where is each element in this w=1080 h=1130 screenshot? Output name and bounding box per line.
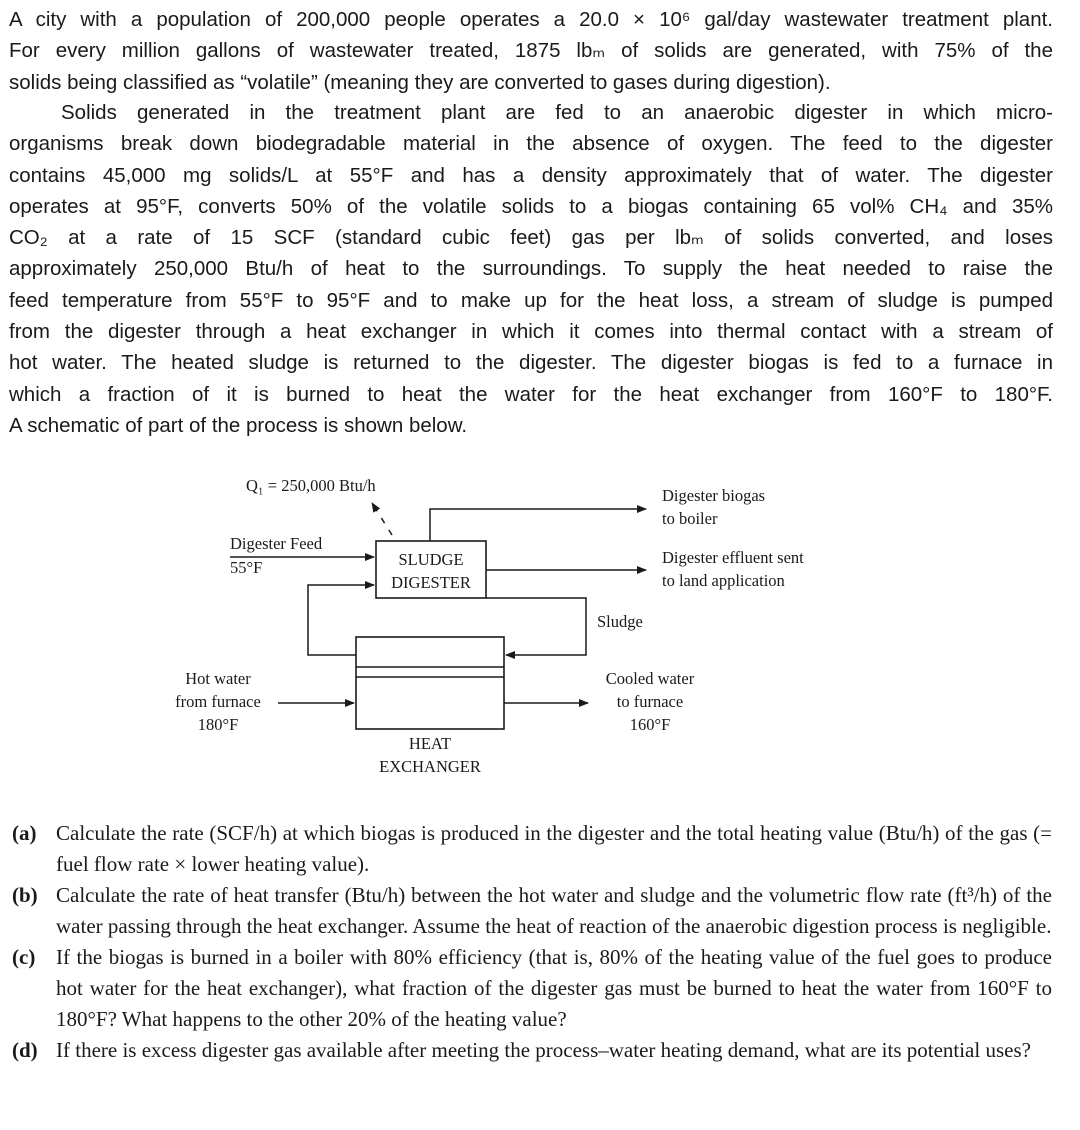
heat-loss-arrow xyxy=(372,503,392,535)
intro-p2-line: contains 45,000 mg solids/L at 55°F and has a density approximately that of water. The digester xyxy=(9,163,1053,187)
cooled-water-label-line2: to furnace xyxy=(616,692,684,711)
hx-label-line1: HEAT xyxy=(408,734,452,753)
intro-p2-line: A schematic of part of the process is shown below. xyxy=(9,413,468,437)
process-schematic xyxy=(150,465,850,785)
hot-water-label-line1: Hot water xyxy=(185,669,251,688)
question-list xyxy=(12,818,1052,1066)
hot-water-label-line2: from furnace xyxy=(175,692,261,711)
digester-label-line2: DIGESTER xyxy=(391,573,471,592)
intro-p2-line: which a fraction of it is burned to heat the water for the heat exchanger from 160°F to 180°F. xyxy=(9,382,1053,406)
intro-p2-line: hot water. The heated sludge is returned to the digester. The digester biogas is fed to a furnace in xyxy=(9,351,1053,375)
intro-paragraph-2 xyxy=(9,97,1053,441)
digester-label-line1: SLUDGE xyxy=(398,550,464,569)
intro-p2-line: CO₂ at a rate of 15 SCF (standard cubic feet) gas per lbₘ of solids converted, and loses xyxy=(9,226,1053,250)
question-text: If the biogas is burned in a boiler with 80% efficiency (that is, 80% of the heating value of the fuel goes to produce hot water for the heat exchanger), what fraction of the digester gas must be burned to heat the water from 160°F to 180°F? What happens to the other 20% of the heating value? xyxy=(56,945,1052,1031)
question-item xyxy=(12,942,1052,1035)
intro-p1-line: For every million gallons of wastewater treated, 1875 lbₘ of solids are generated, with 75% of the xyxy=(9,39,1053,63)
biogas-arrow xyxy=(430,509,646,541)
biogas-label-line2: to boiler xyxy=(662,509,718,528)
intro-p1-line: solids being classified as “volatile” (meaning they are converted to gases during digestion). xyxy=(9,70,831,94)
effluent-label-line2: to land application xyxy=(662,571,785,590)
question-text: Calculate the rate (SCF/h) at which biogas is produced in the digester and the total heating value (Btu/h) of the gas (= fuel flow rate × lower heating value). xyxy=(56,821,1052,876)
feed-temp-label: 55°F xyxy=(230,558,263,577)
intro-p2-line: approximately 250,000 Btu/h of heat to the surroundings. To supply the heat needed to raise the xyxy=(9,257,1053,281)
question-item xyxy=(12,880,1052,942)
intro-paragraph-1 xyxy=(9,4,1053,98)
intro-p2-line: feed temperature from 55°F to 95°F and to make up for the heat loss, a stream of sludge is pumped xyxy=(9,288,1053,312)
cooled-water-label-line1: Cooled water xyxy=(605,669,695,688)
intro-p2-line: operates at 95°F, converts 50% of the volatile solids to a biogas containing 65 vol% CH₄ and 35% xyxy=(9,194,1053,218)
cooled-water-temp-label: 160°F xyxy=(629,715,671,734)
heat-loss-label: Q₁ = 250,000 Btu/h xyxy=(246,476,376,495)
question-item xyxy=(12,1035,1052,1066)
intro-p2-line: from the digester through a heat exchanger in which it comes into thermal contact with a stream of xyxy=(9,320,1053,344)
question-label: (d) xyxy=(12,1038,38,1062)
biogas-label-line1: Digester biogas xyxy=(662,486,766,505)
question-text: Calculate the rate of heat transfer (Btu/h) between the hot water and sludge and the volumetric flow rate (ft³/h) of the water passing through the heat exchanger. Assume the heat of reaction of the anaerobic digestion process is negligible. xyxy=(56,883,1052,938)
hx-label-line2: EXCHANGER xyxy=(379,757,481,776)
intro-p2-line: Solids generated in the treatment plant are fed to an anaerobic digester in which micro- xyxy=(61,101,1053,124)
sludge-label: Sludge xyxy=(597,612,643,631)
effluent-label-line1: Digester effluent sent xyxy=(662,548,804,567)
question-text: If there is excess digester gas available after meeting the process–water heating demand, what are its potential uses? xyxy=(56,1038,1031,1062)
question-item xyxy=(12,818,1052,880)
feed-label: Digester Feed xyxy=(230,534,323,553)
hot-water-temp-label: 180°F xyxy=(197,715,239,734)
intro-p1-line: A city with a population of 200,000 people operates a 20.0 × 10⁶ gal/day wastewater treatment plant. xyxy=(9,8,1053,31)
heat-exchanger-box xyxy=(356,637,504,729)
question-label: (b) xyxy=(12,883,38,907)
intro-p2-line: organisms break down biodegradable material in the absence of oxygen. The feed to the digester xyxy=(9,132,1053,156)
question-label: (a) xyxy=(12,821,37,845)
question-label: (c) xyxy=(12,945,36,969)
